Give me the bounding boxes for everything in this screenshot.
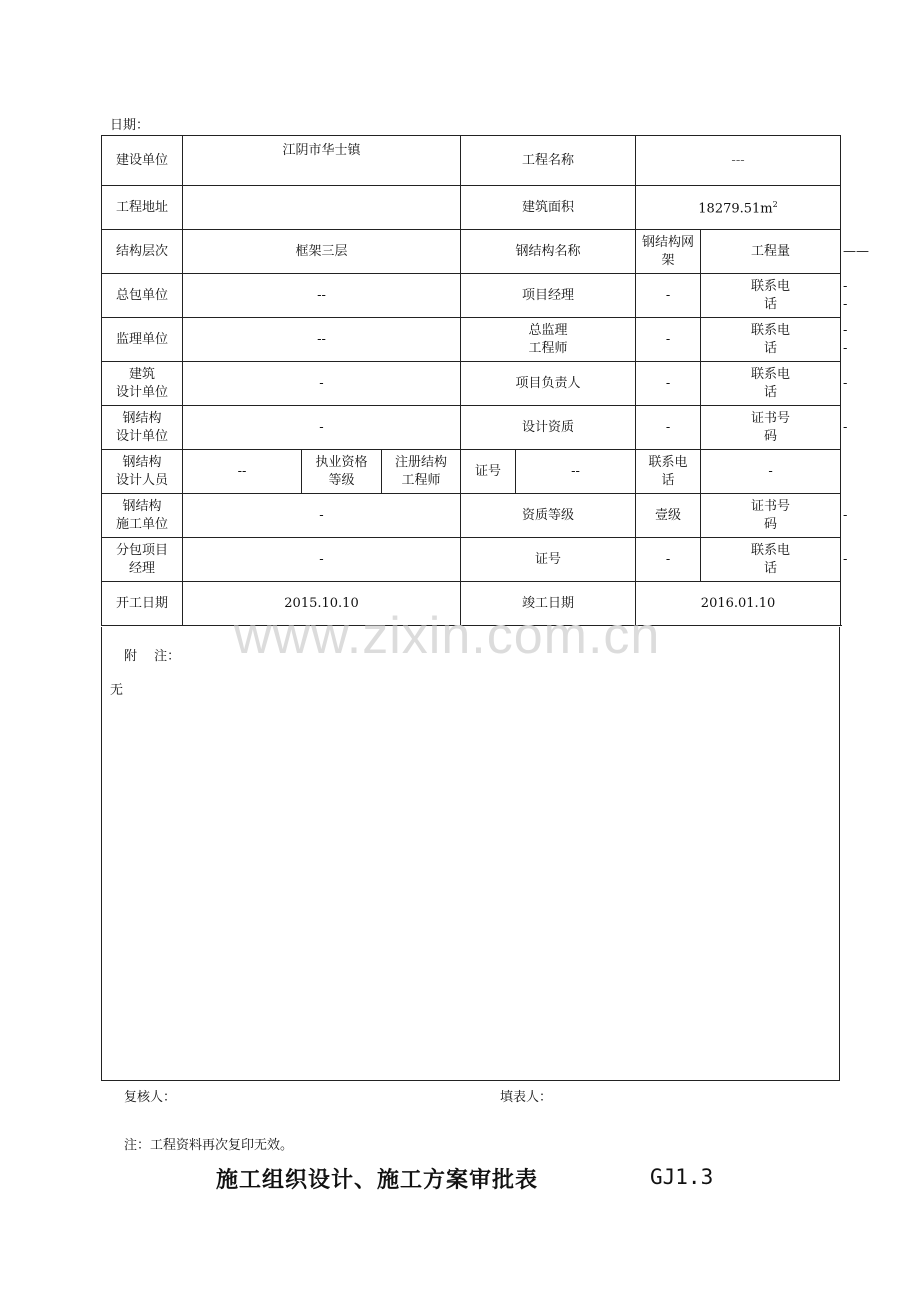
table-row bbox=[102, 450, 841, 494]
table-row bbox=[102, 582, 841, 626]
label-contact-phone: 联系电 话 bbox=[701, 538, 841, 582]
value-project-manager: - bbox=[636, 274, 701, 318]
value-qualification-grade: 壹级 bbox=[636, 494, 701, 538]
value-general-contractor: -- bbox=[183, 274, 461, 318]
building-area-number: 18279.51m bbox=[698, 201, 773, 217]
value-contact-phone: - bbox=[701, 450, 841, 494]
label-contact-phone: 联系电 话 bbox=[701, 318, 841, 362]
label-license-number: 证号 bbox=[461, 538, 636, 582]
label-start-date: 开工日期 bbox=[102, 582, 183, 626]
value-architectural-design-unit: - bbox=[183, 362, 461, 406]
value-steel-design-unit: - bbox=[183, 406, 461, 450]
label-steel-design-unit: 钢结构 设计单位 bbox=[102, 406, 183, 450]
label-subcontract-manager: 分包项目 经理 bbox=[102, 538, 183, 582]
label-steel-structure-name: 钢结构名称 bbox=[461, 230, 636, 274]
next-form-code: GJ1.3 bbox=[650, 1165, 714, 1189]
label-general-contractor: 总包单位 bbox=[102, 274, 183, 318]
table-row: 钢结构 设计单位 - 设计资质 - 证书号 码 - bbox=[102, 406, 841, 450]
table-row: 监理单位 -- 总监理 工程师 - 联系电 话 -- bbox=[102, 318, 841, 362]
project-info-table bbox=[101, 135, 870, 626]
value-start-date: 2015.10.10 bbox=[183, 582, 461, 626]
value-license-number: -- bbox=[516, 450, 636, 494]
notes-box bbox=[101, 627, 840, 1081]
label-contact-phone: 联系电 话 bbox=[636, 450, 701, 494]
table-row: 建筑 设计单位 - 项目负责人 - 联系电 话 - bbox=[102, 362, 841, 406]
footnote: 注：工程资料再次复印无效。 bbox=[124, 1138, 294, 1153]
value-project-address bbox=[183, 186, 461, 230]
value-completion-date: 2016.01.10 bbox=[636, 582, 841, 626]
label-steel-designer: 钢结构 设计人员 bbox=[102, 450, 183, 494]
value-building-area bbox=[636, 186, 841, 230]
building-area-unit-exponent: 2 bbox=[772, 200, 778, 210]
value-project-lead: - bbox=[636, 362, 701, 406]
table-row: 总包单位 -- 项目经理 - 联系电 话 -- bbox=[102, 274, 841, 318]
value-steel-construction-unit: - bbox=[183, 494, 461, 538]
watermark: www.zixin.com.cn bbox=[234, 607, 661, 665]
label-qualification-grade: 资质等级 bbox=[461, 494, 636, 538]
table-row: 分包项目 经理 - 证号 - 联系电 话 - bbox=[102, 538, 841, 582]
label-project-name: 工程名称 bbox=[461, 136, 636, 186]
table-row bbox=[102, 186, 841, 230]
filler-label: 填表人： bbox=[500, 1090, 553, 1105]
label-steel-construction-unit: 钢结构 施工单位 bbox=[102, 494, 183, 538]
label-chief-supervisor: 总监理 工程师 bbox=[461, 318, 636, 362]
table-row: 结构层次 框架三层 钢结构名称 钢结构网架 工程量 —— bbox=[102, 230, 841, 274]
label-certificate-number: 证书号 码 bbox=[701, 494, 841, 538]
table-row: 钢结构 施工单位 - 资质等级 壹级 证书号 码 - bbox=[102, 494, 841, 538]
label-contact-phone: 联系电 话 bbox=[701, 274, 841, 318]
label-practice-qualification: 执业资格 等级 bbox=[302, 450, 382, 494]
notes-label: 附 注： bbox=[124, 649, 181, 664]
table-row bbox=[102, 136, 841, 186]
label-project-address: 工程地址 bbox=[102, 186, 183, 230]
label-license-number: 证号 bbox=[461, 450, 516, 494]
value-design-qualification: - bbox=[636, 406, 701, 450]
label-owner-unit: 建设单位 bbox=[102, 136, 183, 186]
label-certificate-number: 证书号 码 bbox=[701, 406, 841, 450]
date-label: 日期： bbox=[110, 118, 150, 133]
value-steel-designer: -- bbox=[183, 450, 302, 494]
label-quantity: 工程量 bbox=[701, 230, 841, 274]
label-design-qualification: 设计资质 bbox=[461, 406, 636, 450]
value-license-number: - bbox=[636, 538, 701, 582]
label-architectural-design-unit: 建筑 设计单位 bbox=[102, 362, 183, 406]
label-project-lead: 项目负责人 bbox=[461, 362, 636, 406]
next-form-title: 施工组织设计、施工方案审批表 bbox=[216, 1167, 539, 1193]
value-owner-unit: 江阴市华士镇 bbox=[183, 136, 461, 186]
label-contact-phone: 联系电 话 bbox=[701, 362, 841, 406]
value-chief-supervisor: - bbox=[636, 318, 701, 362]
value-practice-qualification: 注册结构 工程师 bbox=[382, 450, 461, 494]
value-structure-levels: 框架三层 bbox=[183, 230, 461, 274]
notes-text: 无 bbox=[110, 683, 124, 698]
label-structure-levels: 结构层次 bbox=[102, 230, 183, 274]
label-building-area: 建筑面积 bbox=[461, 186, 636, 230]
label-project-manager: 项目经理 bbox=[461, 274, 636, 318]
value-project-name: --- bbox=[636, 136, 841, 186]
value-steel-structure-name: 钢结构网架 bbox=[636, 230, 701, 274]
value-supervision-unit: -- bbox=[183, 318, 461, 362]
value-subcontract-manager: - bbox=[183, 538, 461, 582]
label-supervision-unit: 监理单位 bbox=[102, 318, 183, 362]
reviewer-label: 复核人： bbox=[124, 1090, 177, 1105]
label-completion-date: 竣工日期 bbox=[461, 582, 636, 626]
